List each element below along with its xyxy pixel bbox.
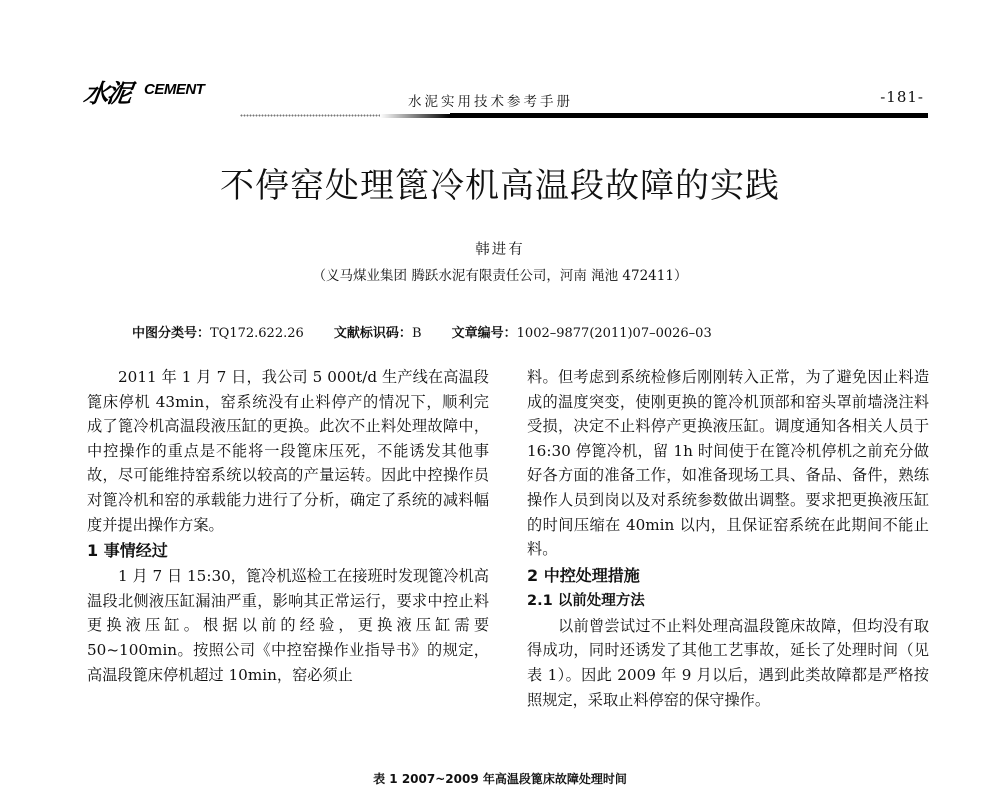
article-metadata: [132, 322, 932, 341]
article-id: [452, 322, 712, 341]
header-rule-fade: [380, 114, 450, 118]
doc-code-label: 文献标识码：: [333, 326, 412, 341]
header-rule-dotted: [240, 114, 380, 117]
document-code: [334, 322, 422, 341]
author-affiliation: （义马煤业集团 腾跃水泥有限责任公司，河南 渑池 472411）: [312, 268, 688, 284]
clc-value: TQ172.622.26: [210, 326, 304, 341]
article-id-label: 文章编号：: [451, 326, 517, 341]
header-rule: [450, 113, 928, 118]
clc-label: 中图分类号：: [132, 326, 211, 341]
article-author: 韩进有: [475, 242, 525, 258]
continuation-paragraph: 料。但考虑到系统检修后刚刚转入正常，为了避免因止料造成的温度突变，使刚更换的篦冷机顶部和窑头罩前墙浇注料受损，决定不止料停产更换液压缸。调度通知各相关人员于 16:30 停篦冷机，留 1h 时间使于在篦冷机停机之前充分做好各方面的准备工作，如准备现场工具、备品、备件，熟练操作人员到岗以及对系统参数做出调整。要求把更换液压缸的时间压缩在 40min 以内，且保证窑系统在此期间不能止料。: [527, 368, 929, 559]
intro-paragraph: 2011 年 1 月 7 日，我公司 5 000t/d 生产线在高温段篦床停机 43min，窑系统没有止料停产的情况下，顺利完成了篦冷机高温段液压缸的更换。此次不止料处理故障中，中控操作的重点是不能将一段篦床压死，不能诱发其他事故，尽可能维持窑系统以较高的产量运转。因此中控操作员对篦冷机和窑的承载能力进行了分析，确定了系统的减料幅度并提出操作方案。: [87, 368, 489, 534]
journal-logo: [81, 74, 234, 108]
left-column: [87, 365, 489, 687]
right-column: [527, 365, 929, 712]
clc-number: [132, 322, 304, 341]
journal-title: 水泥实用技术参考手册: [408, 94, 573, 110]
section-2-1-heading: 2.1 以前处理方法: [527, 592, 645, 609]
section-1-heading: 1 事情经过: [87, 541, 168, 561]
page-number: -181-: [880, 88, 924, 106]
table-caption: 表 1 2007~2009 年高温段篦床故障处理时间: [373, 772, 627, 786]
doc-code-value: B: [411, 326, 422, 341]
section-1-paragraph: 1 月 7 日 15:30，篦冷机巡检工在接班时发现篦冷机高温段北侧液压缸漏油严重，影响其正常运行，要求中控止料更换液压缸。根据以前的经验，更换液压缸需要 50~100min。按照公司《中控窑操作业指导书》的规定，高温段篦床停机超过 10min，窑必须止: [87, 567, 489, 684]
section-2-heading: 2 中控处理措施: [527, 565, 640, 585]
section-2-1-paragraph: 以前曾尝试过不止料处理高温段篦床故障，但均没有取得成功，同时还诱发了其他工艺事故，延长了处理时间（见表 1）。因此 2009 年 9 月以后，遇到此类故障都是严格按照规定，采取止料停窑的保守操作。: [527, 616, 929, 709]
article-title: 不停窑处理篦冷机高温段故障的实践: [220, 166, 780, 206]
logo-cement-text: CEMENT: [144, 81, 205, 98]
article-id-value: 1002–9877(2011)07–0026–03: [516, 326, 712, 341]
logo-script-text: 水泥: [81, 79, 132, 108]
